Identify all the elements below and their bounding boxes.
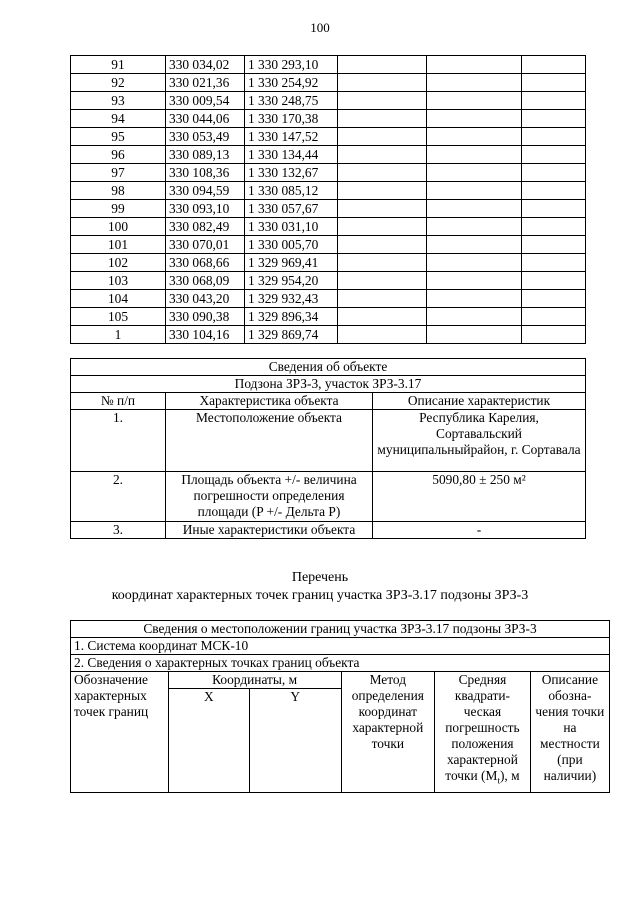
point-y: 1 329 896,34 xyxy=(245,308,338,326)
row-description: 5090,80 ± 250 м² xyxy=(373,472,586,522)
empty-cell xyxy=(427,128,522,146)
point-y: 1 330 248,75 xyxy=(245,92,338,110)
empty-cell xyxy=(522,56,586,74)
empty-cell xyxy=(338,74,427,92)
point-x: 330 089,13 xyxy=(166,146,245,164)
row-description: - xyxy=(373,522,586,539)
col-x: X xyxy=(168,689,249,793)
object-info-table xyxy=(70,358,586,539)
point-x: 330 044,06 xyxy=(166,110,245,128)
location-title: Сведения о местоположении границ участка ЗРЗ-3.17 подзоны ЗРЗ-3 xyxy=(71,621,610,638)
point-number: 94 xyxy=(71,110,166,128)
point-number: 99 xyxy=(71,200,166,218)
point-x: 330 104,16 xyxy=(166,326,245,344)
empty-cell xyxy=(427,56,522,74)
col-y: Y xyxy=(249,689,341,793)
point-y: 1 329 932,43 xyxy=(245,290,338,308)
point-x: 330 093,10 xyxy=(166,200,245,218)
point-number: 105 xyxy=(71,308,166,326)
section-characteristic-points: 2. Сведения о характерных точках границ объекта xyxy=(71,655,610,672)
empty-cell xyxy=(427,74,522,92)
coordinate-row xyxy=(71,254,586,272)
empty-cell xyxy=(338,326,427,344)
point-x: 330 068,66 xyxy=(166,254,245,272)
point-y: 1 330 254,92 xyxy=(245,74,338,92)
empty-cell xyxy=(522,200,586,218)
header-description: Описание характеристик xyxy=(373,393,586,410)
point-number: 104 xyxy=(71,290,166,308)
point-number: 1 xyxy=(71,326,166,344)
empty-cell xyxy=(522,290,586,308)
point-x: 330 082,49 xyxy=(166,218,245,236)
point-number: 97 xyxy=(71,164,166,182)
coordinate-system: 1. Система координат МСК-10 xyxy=(71,638,610,655)
empty-cell xyxy=(522,92,586,110)
object-info-subtitle: Подзона ЗРЗ-3, участок ЗРЗ-3.17 xyxy=(71,376,586,393)
col-error-sub: t xyxy=(497,775,500,786)
point-number: 100 xyxy=(71,218,166,236)
coordinate-row xyxy=(71,200,586,218)
coordinate-row xyxy=(71,92,586,110)
empty-cell xyxy=(427,182,522,200)
list-heading-subtitle: координат характерных точек границ участка ЗРЗ-3.17 подзоны ЗРЗ-3 xyxy=(111,588,529,603)
empty-cell xyxy=(522,146,586,164)
row-description: Республика Карелия, Сортавальский муниципальныйрайон, г. Сортавала xyxy=(373,410,586,472)
empty-cell xyxy=(338,182,427,200)
col-error-pre: Средняя квадрати- ческая погрешность положения характерной точки (M xyxy=(445,672,520,783)
empty-cell xyxy=(427,254,522,272)
point-x: 330 053,49 xyxy=(166,128,245,146)
point-number: 102 xyxy=(71,254,166,272)
empty-cell xyxy=(522,326,586,344)
col-method: Метод определения координат характерной точки xyxy=(341,672,435,793)
empty-cell xyxy=(522,272,586,290)
empty-cell xyxy=(338,92,427,110)
location-table xyxy=(70,620,610,793)
col-coordinates: Координаты, м xyxy=(168,672,341,689)
point-y: 1 330 134,44 xyxy=(245,146,338,164)
empty-cell xyxy=(338,56,427,74)
point-x: 330 043,20 xyxy=(166,290,245,308)
empty-cell xyxy=(338,290,427,308)
row-number: 1. xyxy=(71,410,166,472)
empty-cell xyxy=(522,164,586,182)
col-error-post: ), м xyxy=(499,768,520,783)
empty-cell xyxy=(338,164,427,182)
empty-cell xyxy=(338,236,427,254)
col-designation: Обозначение характерных точек границ xyxy=(71,672,169,793)
coordinate-row xyxy=(71,272,586,290)
point-y: 1 329 954,20 xyxy=(245,272,338,290)
empty-cell xyxy=(338,218,427,236)
point-x: 330 090,38 xyxy=(166,308,245,326)
col-error xyxy=(435,672,531,793)
empty-cell xyxy=(427,272,522,290)
empty-cell xyxy=(522,182,586,200)
point-x: 330 021,36 xyxy=(166,74,245,92)
empty-cell xyxy=(427,110,522,128)
point-x: 330 068,09 xyxy=(166,272,245,290)
coordinate-row xyxy=(71,290,586,308)
point-number: 103 xyxy=(71,272,166,290)
empty-cell xyxy=(427,290,522,308)
point-number: 93 xyxy=(71,92,166,110)
header-number: № п/п xyxy=(71,393,166,410)
empty-cell xyxy=(522,128,586,146)
empty-cell xyxy=(427,218,522,236)
point-y: 1 329 969,41 xyxy=(245,254,338,272)
point-y: 1 330 057,67 xyxy=(245,200,338,218)
empty-cell xyxy=(338,254,427,272)
coordinate-row xyxy=(71,56,586,74)
coordinate-row xyxy=(71,236,586,254)
col-description: Описание обозна- чения точки на местности (при наличии) xyxy=(530,672,609,793)
point-y: 1 330 085,12 xyxy=(245,182,338,200)
row-characteristic: Площадь объекта +/- величина погрешности определения площади (P +/- Дельта P) xyxy=(166,472,373,522)
point-x: 330 009,54 xyxy=(166,92,245,110)
point-y: 1 330 031,10 xyxy=(245,218,338,236)
row-characteristic: Иные характеристики объекта xyxy=(166,522,373,539)
empty-cell xyxy=(427,308,522,326)
point-x: 330 108,36 xyxy=(166,164,245,182)
empty-cell xyxy=(427,92,522,110)
empty-cell xyxy=(338,200,427,218)
empty-cell xyxy=(427,200,522,218)
empty-cell xyxy=(338,110,427,128)
empty-cell xyxy=(522,308,586,326)
point-y: 1 330 147,52 xyxy=(245,128,338,146)
coordinate-row xyxy=(71,182,586,200)
point-x: 330 070,01 xyxy=(166,236,245,254)
point-number: 101 xyxy=(71,236,166,254)
point-number: 95 xyxy=(71,128,166,146)
header-characteristic: Характеристика объекта xyxy=(166,393,373,410)
point-number: 92 xyxy=(71,74,166,92)
empty-cell xyxy=(338,308,427,326)
point-number: 98 xyxy=(71,182,166,200)
point-y: 1 330 005,70 xyxy=(245,236,338,254)
page-number: 100 xyxy=(310,20,330,35)
empty-cell xyxy=(522,218,586,236)
list-heading-title: Перечень xyxy=(291,570,349,585)
row-number: 3. xyxy=(71,522,166,539)
empty-cell xyxy=(522,110,586,128)
coordinate-row xyxy=(71,164,586,182)
point-y: 1 330 293,10 xyxy=(245,56,338,74)
empty-cell xyxy=(427,164,522,182)
point-y: 1 329 869,74 xyxy=(245,326,338,344)
empty-cell xyxy=(522,254,586,272)
object-info-title: Сведения об объекте xyxy=(71,359,586,376)
point-number: 91 xyxy=(71,56,166,74)
coordinate-row xyxy=(71,308,586,326)
empty-cell xyxy=(522,74,586,92)
empty-cell xyxy=(427,146,522,164)
coordinate-row xyxy=(71,128,586,146)
point-y: 1 330 170,38 xyxy=(245,110,338,128)
empty-cell xyxy=(338,128,427,146)
empty-cell xyxy=(427,236,522,254)
empty-cell xyxy=(338,272,427,290)
empty-cell xyxy=(522,236,586,254)
point-number: 96 xyxy=(71,146,166,164)
point-y: 1 330 132,67 xyxy=(245,164,338,182)
coordinate-row xyxy=(71,326,586,344)
coordinates-table xyxy=(70,55,586,344)
row-number: 2. xyxy=(71,472,166,522)
coordinate-row xyxy=(71,110,586,128)
point-x: 330 034,02 xyxy=(166,56,245,74)
coordinate-row xyxy=(71,146,586,164)
point-x: 330 094,59 xyxy=(166,182,245,200)
coordinate-row xyxy=(71,218,586,236)
empty-cell xyxy=(427,326,522,344)
row-characteristic: Местоположение объекта xyxy=(166,410,373,472)
empty-cell xyxy=(338,146,427,164)
coordinate-row xyxy=(71,74,586,92)
